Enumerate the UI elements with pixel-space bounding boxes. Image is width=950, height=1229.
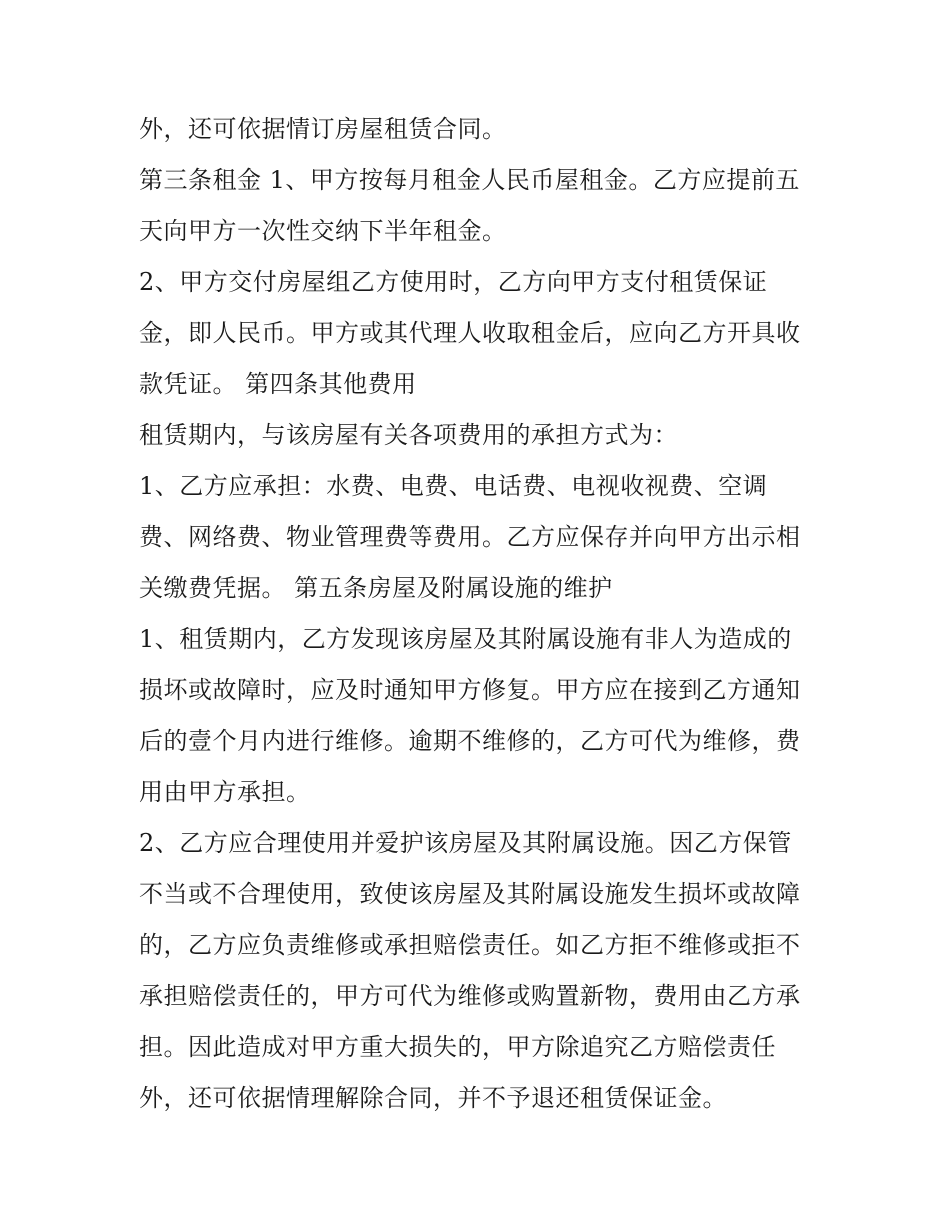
text-line-15: 2、乙方应合理使用并爱护该房屋及其附属设施。因乙方保管	[139, 829, 792, 857]
text-line-2: 第三条租金 1、甲方按每月租金人民币屋租金。乙方应提前五	[139, 166, 800, 194]
document-body	[139, 104, 829, 1124]
text-line-17: 的，乙方应负责维修或承担赔偿责任。如乙方拒不维修或拒不	[139, 931, 801, 959]
text-line-3: 天向甲方一次性交纳下半年租金。	[139, 217, 507, 245]
text-line-11: 1、租赁期内，乙方发现该房屋及其附属设施有非人为造成的	[139, 625, 792, 653]
text-line-10: 关缴费凭据。 第五条房屋及附属设施的维护	[139, 574, 613, 602]
text-line-20: 外，还可依据情理解除合同，并不予退还租赁保证金。	[139, 1084, 727, 1112]
text-line-7: 租赁期内，与该房屋有关各项费用的承担方式为：	[139, 421, 678, 449]
text-line-6: 款凭证。 第四条其他费用	[139, 370, 417, 398]
text-line-8: 1、乙方应承担：水费、电费、电话费、电视收视费、空调	[139, 472, 768, 500]
text-line-1: 外，还可依据情订房屋租赁合同。	[139, 115, 507, 143]
text-line-9: 费、网络费、物业管理费等费用。乙方应保存并向甲方出示相	[139, 523, 801, 551]
text-line-4: 2、甲方交付房屋组乙方使用时，乙方向甲方支付租赁保证	[139, 268, 768, 296]
text-line-12: 损坏或故障时，应及时通知甲方修复。甲方应在接到乙方通知	[139, 676, 801, 704]
text-line-19: 担。因此造成对甲方重大损失的，甲方除追究乙方赔偿责任	[139, 1033, 776, 1061]
text-line-5: 金，即人民币。甲方或其代理人收取租金后，应向乙方开具收	[139, 319, 801, 347]
text-line-16: 不当或不合理使用，致使该房屋及其附属设施发生损坏或故障	[139, 880, 801, 908]
text-line-13: 后的壹个月内进行维修。逾期不维修的，乙方可代为维修，费	[139, 727, 801, 755]
text-line-14: 用由甲方承担。	[139, 778, 311, 806]
text-line-18: 承担赔偿责任的，甲方可代为维修或购置新物，费用由乙方承	[139, 982, 801, 1010]
